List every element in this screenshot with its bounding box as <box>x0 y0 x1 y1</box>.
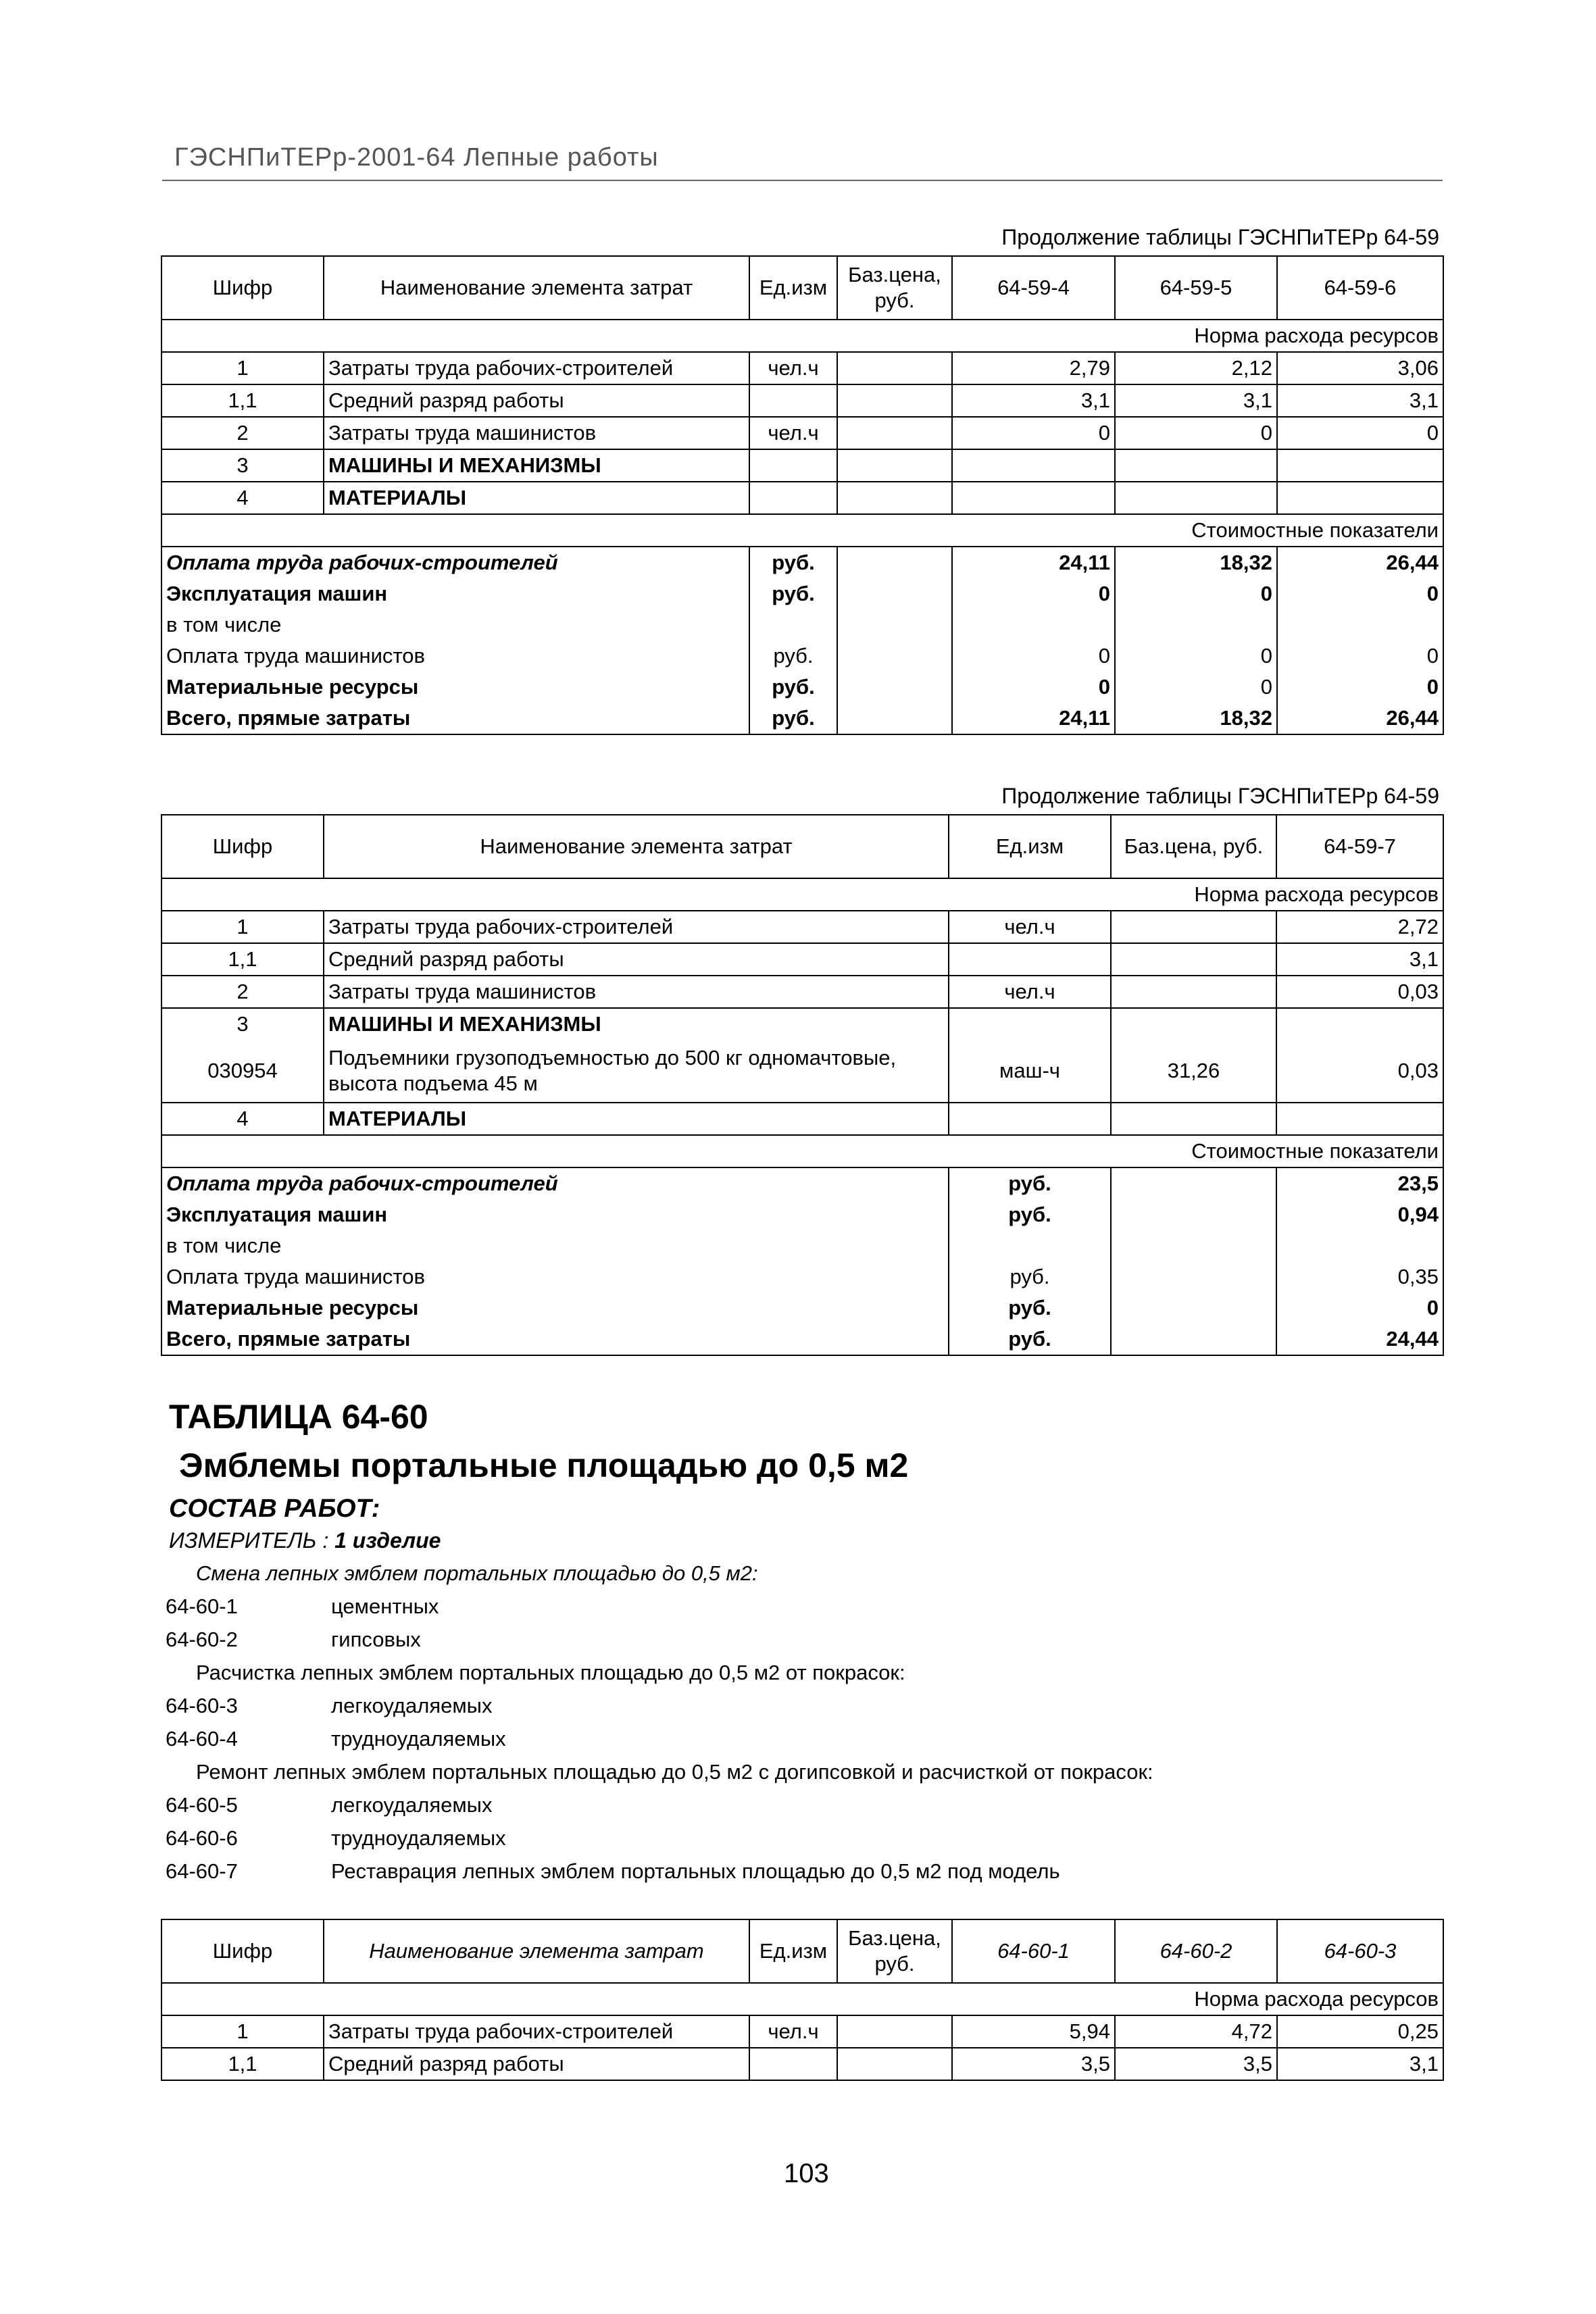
cell: руб. <box>949 1199 1111 1230</box>
list-item: трудноудаляемых <box>331 1826 506 1850</box>
list-item: легкоудаляемых <box>331 1694 493 1717</box>
cell: 3,1 <box>1277 2048 1443 2080</box>
cell <box>1111 1103 1276 1135</box>
cost-row <box>161 1230 1443 1261</box>
cell <box>837 547 952 578</box>
cell: Затраты труда рабочих-строителей <box>324 352 749 384</box>
cell <box>837 672 952 703</box>
cost-row <box>161 1167 1443 1199</box>
cell: 3 <box>161 1008 324 1040</box>
cost-row <box>161 703 1443 734</box>
cell: 24,11 <box>952 547 1115 578</box>
cell <box>1111 1292 1276 1324</box>
cell <box>949 1103 1111 1135</box>
section-title: ТАБЛИЦА 64-60 <box>169 1398 428 1436</box>
cell: Затраты труда рабочих-строителей <box>324 2015 749 2048</box>
cell: 3,06 <box>1277 352 1443 384</box>
cell <box>1276 1008 1443 1040</box>
cell <box>837 640 952 672</box>
cell: чел.ч <box>749 417 837 449</box>
cell: 4,72 <box>1115 2015 1277 2048</box>
cell <box>1277 482 1443 514</box>
cell: 1 <box>161 2015 324 2048</box>
list-item: Расчистка лепных эмблем портальных площадью до 0,5 м2 от покрасок: <box>196 1661 905 1684</box>
cell <box>1115 482 1277 514</box>
cell <box>1111 976 1276 1008</box>
cell: чел.ч <box>749 2015 837 2048</box>
cost-row <box>161 1292 1443 1324</box>
cell: 1,1 <box>161 943 324 976</box>
list-item-code: 64-60-6 <box>166 1826 238 1850</box>
cell: 3,5 <box>952 2048 1115 2080</box>
cell <box>837 2048 952 2080</box>
list-item-code: 64-60-4 <box>166 1727 238 1751</box>
cell <box>837 2015 952 2048</box>
cell: 3 <box>161 449 324 482</box>
cell: Материальные ресурсы <box>161 672 749 703</box>
table-row <box>161 1040 1443 1103</box>
col-header: Ед.изм <box>749 256 837 320</box>
cell: Средний разряд работы <box>324 384 749 417</box>
list-item: цементных <box>331 1594 439 1618</box>
cost-row <box>161 1199 1443 1230</box>
col-header: 64-60-3 <box>1277 1919 1443 1983</box>
list-item: Реставрация лепных эмблем портальных площадью до 0,5 м2 под модель <box>331 1859 1060 1883</box>
measure-value: 1 изделие <box>334 1528 441 1553</box>
section-label: Стоимостные показатели <box>161 1135 1443 1167</box>
table2-caption: Продолжение таблицы ГЭСНПиТЕРр 64-59 <box>1001 784 1439 808</box>
cell: МАШИНЫ И МЕХАНИЗМЫ <box>324 449 749 482</box>
table-row <box>161 976 1443 1008</box>
cell: чел.ч <box>949 911 1111 943</box>
cell <box>837 609 952 640</box>
cell: Всего, прямые затраты <box>161 1324 949 1355</box>
cell <box>949 1008 1111 1040</box>
cell <box>837 578 952 609</box>
cell: 1 <box>161 911 324 943</box>
table-64-60 <box>161 1919 1444 2081</box>
cell: Оплата труда машинистов <box>161 1261 949 1292</box>
cell: 0 <box>1115 578 1277 609</box>
work-composition-heading: СОСТАВ РАБОТ: <box>169 1494 380 1523</box>
cell: Подъемники грузоподъемностью до 500 кг одномачтовые, высота подъема 45 м <box>324 1040 949 1103</box>
section-label: Норма расхода ресурсов <box>161 878 1443 911</box>
cell: руб. <box>749 672 837 703</box>
col-header: 64-59-6 <box>1277 256 1443 320</box>
cell <box>949 943 1111 976</box>
cell: руб. <box>749 703 837 734</box>
cell <box>749 482 837 514</box>
cost-row <box>161 640 1443 672</box>
cell: 24,11 <box>952 703 1115 734</box>
cell: руб. <box>749 640 837 672</box>
cell: Материальные ресурсы <box>161 1292 949 1324</box>
col-header: Баз.цена, руб. <box>837 1919 952 1983</box>
cost-row <box>161 578 1443 609</box>
cell: чел.ч <box>949 976 1111 1008</box>
cell <box>1276 1230 1443 1261</box>
cell: 3,1 <box>1277 384 1443 417</box>
col-header: Баз.цена, руб. <box>1111 815 1276 878</box>
cell <box>837 384 952 417</box>
cell <box>1111 911 1276 943</box>
cell: 0 <box>952 578 1115 609</box>
cell: 0,25 <box>1277 2015 1443 2048</box>
measure-label: ИЗМЕРИТЕЛЬ : <box>169 1528 335 1553</box>
cell: Эксплуатация машин <box>161 1199 949 1230</box>
section-subtitle: Эмблемы портальные площадью до 0,5 м2 <box>179 1447 909 1484</box>
cell: Эксплуатация машин <box>161 578 749 609</box>
cell <box>952 449 1115 482</box>
cell: 0 <box>952 640 1115 672</box>
cell: 0 <box>1277 578 1443 609</box>
cell: руб. <box>949 1324 1111 1355</box>
table-row <box>161 384 1443 417</box>
cell <box>749 449 837 482</box>
section-label: Стоимостные показатели <box>161 514 1443 547</box>
cell: 2,79 <box>952 352 1115 384</box>
col-header: Шифр <box>161 1919 324 1983</box>
cell: 1,1 <box>161 2048 324 2080</box>
cell <box>1111 943 1276 976</box>
measure-unit <box>169 1528 441 1553</box>
cell <box>1115 449 1277 482</box>
list-item: гипсовых <box>331 1628 421 1651</box>
cell <box>837 449 952 482</box>
cell: руб. <box>949 1261 1111 1292</box>
cell: 0 <box>1115 417 1277 449</box>
table-row <box>161 2015 1443 2048</box>
cell: МАТЕРИАЛЫ <box>324 482 749 514</box>
cell: Всего, прямые затраты <box>161 703 749 734</box>
cell: 24,44 <box>1276 1324 1443 1355</box>
cell: 3,1 <box>1276 943 1443 976</box>
list-item-code: 64-60-5 <box>166 1793 238 1817</box>
cell: 0 <box>952 672 1115 703</box>
cell: 0,03 <box>1276 1040 1443 1103</box>
list-item: трудноудаляемых <box>331 1727 506 1751</box>
section-label: Норма расхода ресурсов <box>161 320 1443 352</box>
list-item-code: 64-60-3 <box>166 1694 238 1717</box>
cell: 0 <box>1277 672 1443 703</box>
table-row <box>161 1008 1443 1040</box>
cell: 1,1 <box>161 384 324 417</box>
cost-row <box>161 609 1443 640</box>
table1-caption: Продолжение таблицы ГЭСНПиТЕРр 64-59 <box>1001 225 1439 249</box>
list-item-code: 64-60-1 <box>166 1594 238 1618</box>
cell: 26,44 <box>1277 547 1443 578</box>
cost-row <box>161 1261 1443 1292</box>
table-row <box>161 417 1443 449</box>
cell: 0 <box>952 417 1115 449</box>
cell: 0 <box>1277 640 1443 672</box>
col-header: Ед.изм <box>749 1919 837 1983</box>
col-header: Ед.изм <box>949 815 1111 878</box>
table-row <box>161 352 1443 384</box>
cell: 18,32 <box>1115 703 1277 734</box>
cell: 2,12 <box>1115 352 1277 384</box>
list-item: Смена лепных эмблем портальных площадью до 0,5 м2: <box>196 1561 758 1585</box>
cell <box>1111 1230 1276 1261</box>
cell: в том числе <box>161 1230 949 1261</box>
table-row <box>161 482 1443 514</box>
cell <box>1111 1261 1276 1292</box>
col-header: 64-59-5 <box>1115 256 1277 320</box>
col-header: 64-59-4 <box>952 256 1115 320</box>
cell <box>949 1230 1111 1261</box>
cell: 0 <box>1277 417 1443 449</box>
table-header-row <box>161 256 1443 320</box>
cell: 3,5 <box>1115 2048 1277 2080</box>
cell <box>1276 1103 1443 1135</box>
cell: руб. <box>949 1167 1111 1199</box>
cell: руб. <box>949 1292 1111 1324</box>
cell <box>749 384 837 417</box>
cell: Средний разряд работы <box>324 2048 749 2080</box>
cell: 030954 <box>161 1040 324 1103</box>
col-header: Шифр <box>161 815 324 878</box>
cell: 31,26 <box>1111 1040 1276 1103</box>
col-header: 64-60-1 <box>952 1919 1115 1983</box>
table-row <box>161 943 1443 976</box>
cell <box>1111 1008 1276 1040</box>
cell <box>952 609 1115 640</box>
cost-row <box>161 672 1443 703</box>
cell: в том числе <box>161 609 749 640</box>
cell: 4 <box>161 1103 324 1135</box>
cell: 3,1 <box>952 384 1115 417</box>
cell <box>749 2048 837 2080</box>
col-header: 64-59-7 <box>1276 815 1443 878</box>
cell <box>749 609 837 640</box>
cell: МАШИНЫ И МЕХАНИЗМЫ <box>324 1008 949 1040</box>
cell: 2 <box>161 417 324 449</box>
cell: 1 <box>161 352 324 384</box>
cell: Затраты труда машинистов <box>324 417 749 449</box>
cell: 0 <box>1276 1292 1443 1324</box>
cost-row <box>161 547 1443 578</box>
cell: Оплата труда рабочих-строителей <box>161 1167 949 1199</box>
col-header: Шифр <box>161 256 324 320</box>
cell: 4 <box>161 482 324 514</box>
col-header: Наименование элемента затрат <box>324 256 749 320</box>
cell: 0,03 <box>1276 976 1443 1008</box>
cost-row <box>161 1324 1443 1355</box>
cell <box>1277 449 1443 482</box>
cell: 2 <box>161 976 324 1008</box>
cell <box>952 482 1115 514</box>
cell: 3,1 <box>1115 384 1277 417</box>
cell: 0,35 <box>1276 1261 1443 1292</box>
cell: 5,94 <box>952 2015 1115 2048</box>
cell: чел.ч <box>749 352 837 384</box>
cell <box>1111 1199 1276 1230</box>
header-rule <box>162 180 1443 181</box>
cell: Средний разряд работы <box>324 943 949 976</box>
cell <box>1111 1324 1276 1355</box>
cell: маш-ч <box>949 1040 1111 1103</box>
cell <box>1277 609 1443 640</box>
page-number: 103 <box>784 2159 829 2188</box>
cell <box>837 482 952 514</box>
table-header-row <box>161 815 1443 878</box>
table-row <box>161 1103 1443 1135</box>
cell: Затраты труда машинистов <box>324 976 949 1008</box>
list-item-code: 64-60-7 <box>166 1859 238 1883</box>
cell: МАТЕРИАЛЫ <box>324 1103 949 1135</box>
cell: Оплата труда машинистов <box>161 640 749 672</box>
table-64-59-part1 <box>161 255 1444 735</box>
col-header: Наименование элемента затрат <box>324 1919 749 1983</box>
col-header: 64-60-2 <box>1115 1919 1277 1983</box>
list-item: Ремонт лепных эмблем портальных площадью до 0,5 м2 с догипсовкой и расчисткой от покрасок: <box>196 1760 1153 1784</box>
cell: руб. <box>749 547 837 578</box>
table-row <box>161 449 1443 482</box>
cell <box>837 703 952 734</box>
cell: Затраты труда рабочих-строителей <box>324 911 949 943</box>
cell <box>1115 609 1277 640</box>
cell: 26,44 <box>1277 703 1443 734</box>
cell <box>1111 1167 1276 1199</box>
cell: 0 <box>1115 672 1277 703</box>
cell: 18,32 <box>1115 547 1277 578</box>
cell <box>837 352 952 384</box>
cell <box>837 417 952 449</box>
list-item: легкоудаляемых <box>331 1793 493 1817</box>
table-64-59-part2 <box>161 814 1444 1356</box>
col-header: Баз.цена, руб. <box>837 256 952 320</box>
cell: руб. <box>749 578 837 609</box>
col-header: Наименование элемента затрат <box>324 815 949 878</box>
table-header-row <box>161 1919 1443 1983</box>
table-row <box>161 2048 1443 2080</box>
cell: 0 <box>1115 640 1277 672</box>
cell: 2,72 <box>1276 911 1443 943</box>
cell: 23,5 <box>1276 1167 1443 1199</box>
cell: Оплата труда рабочих-строителей <box>161 547 749 578</box>
list-item-code: 64-60-2 <box>166 1628 238 1651</box>
table-row <box>161 911 1443 943</box>
running-header: ГЭСНПиТЕРр-2001-64 Лепные работы <box>174 143 659 172</box>
section-label: Норма расхода ресурсов <box>161 1983 1443 2015</box>
cell: 0,94 <box>1276 1199 1443 1230</box>
